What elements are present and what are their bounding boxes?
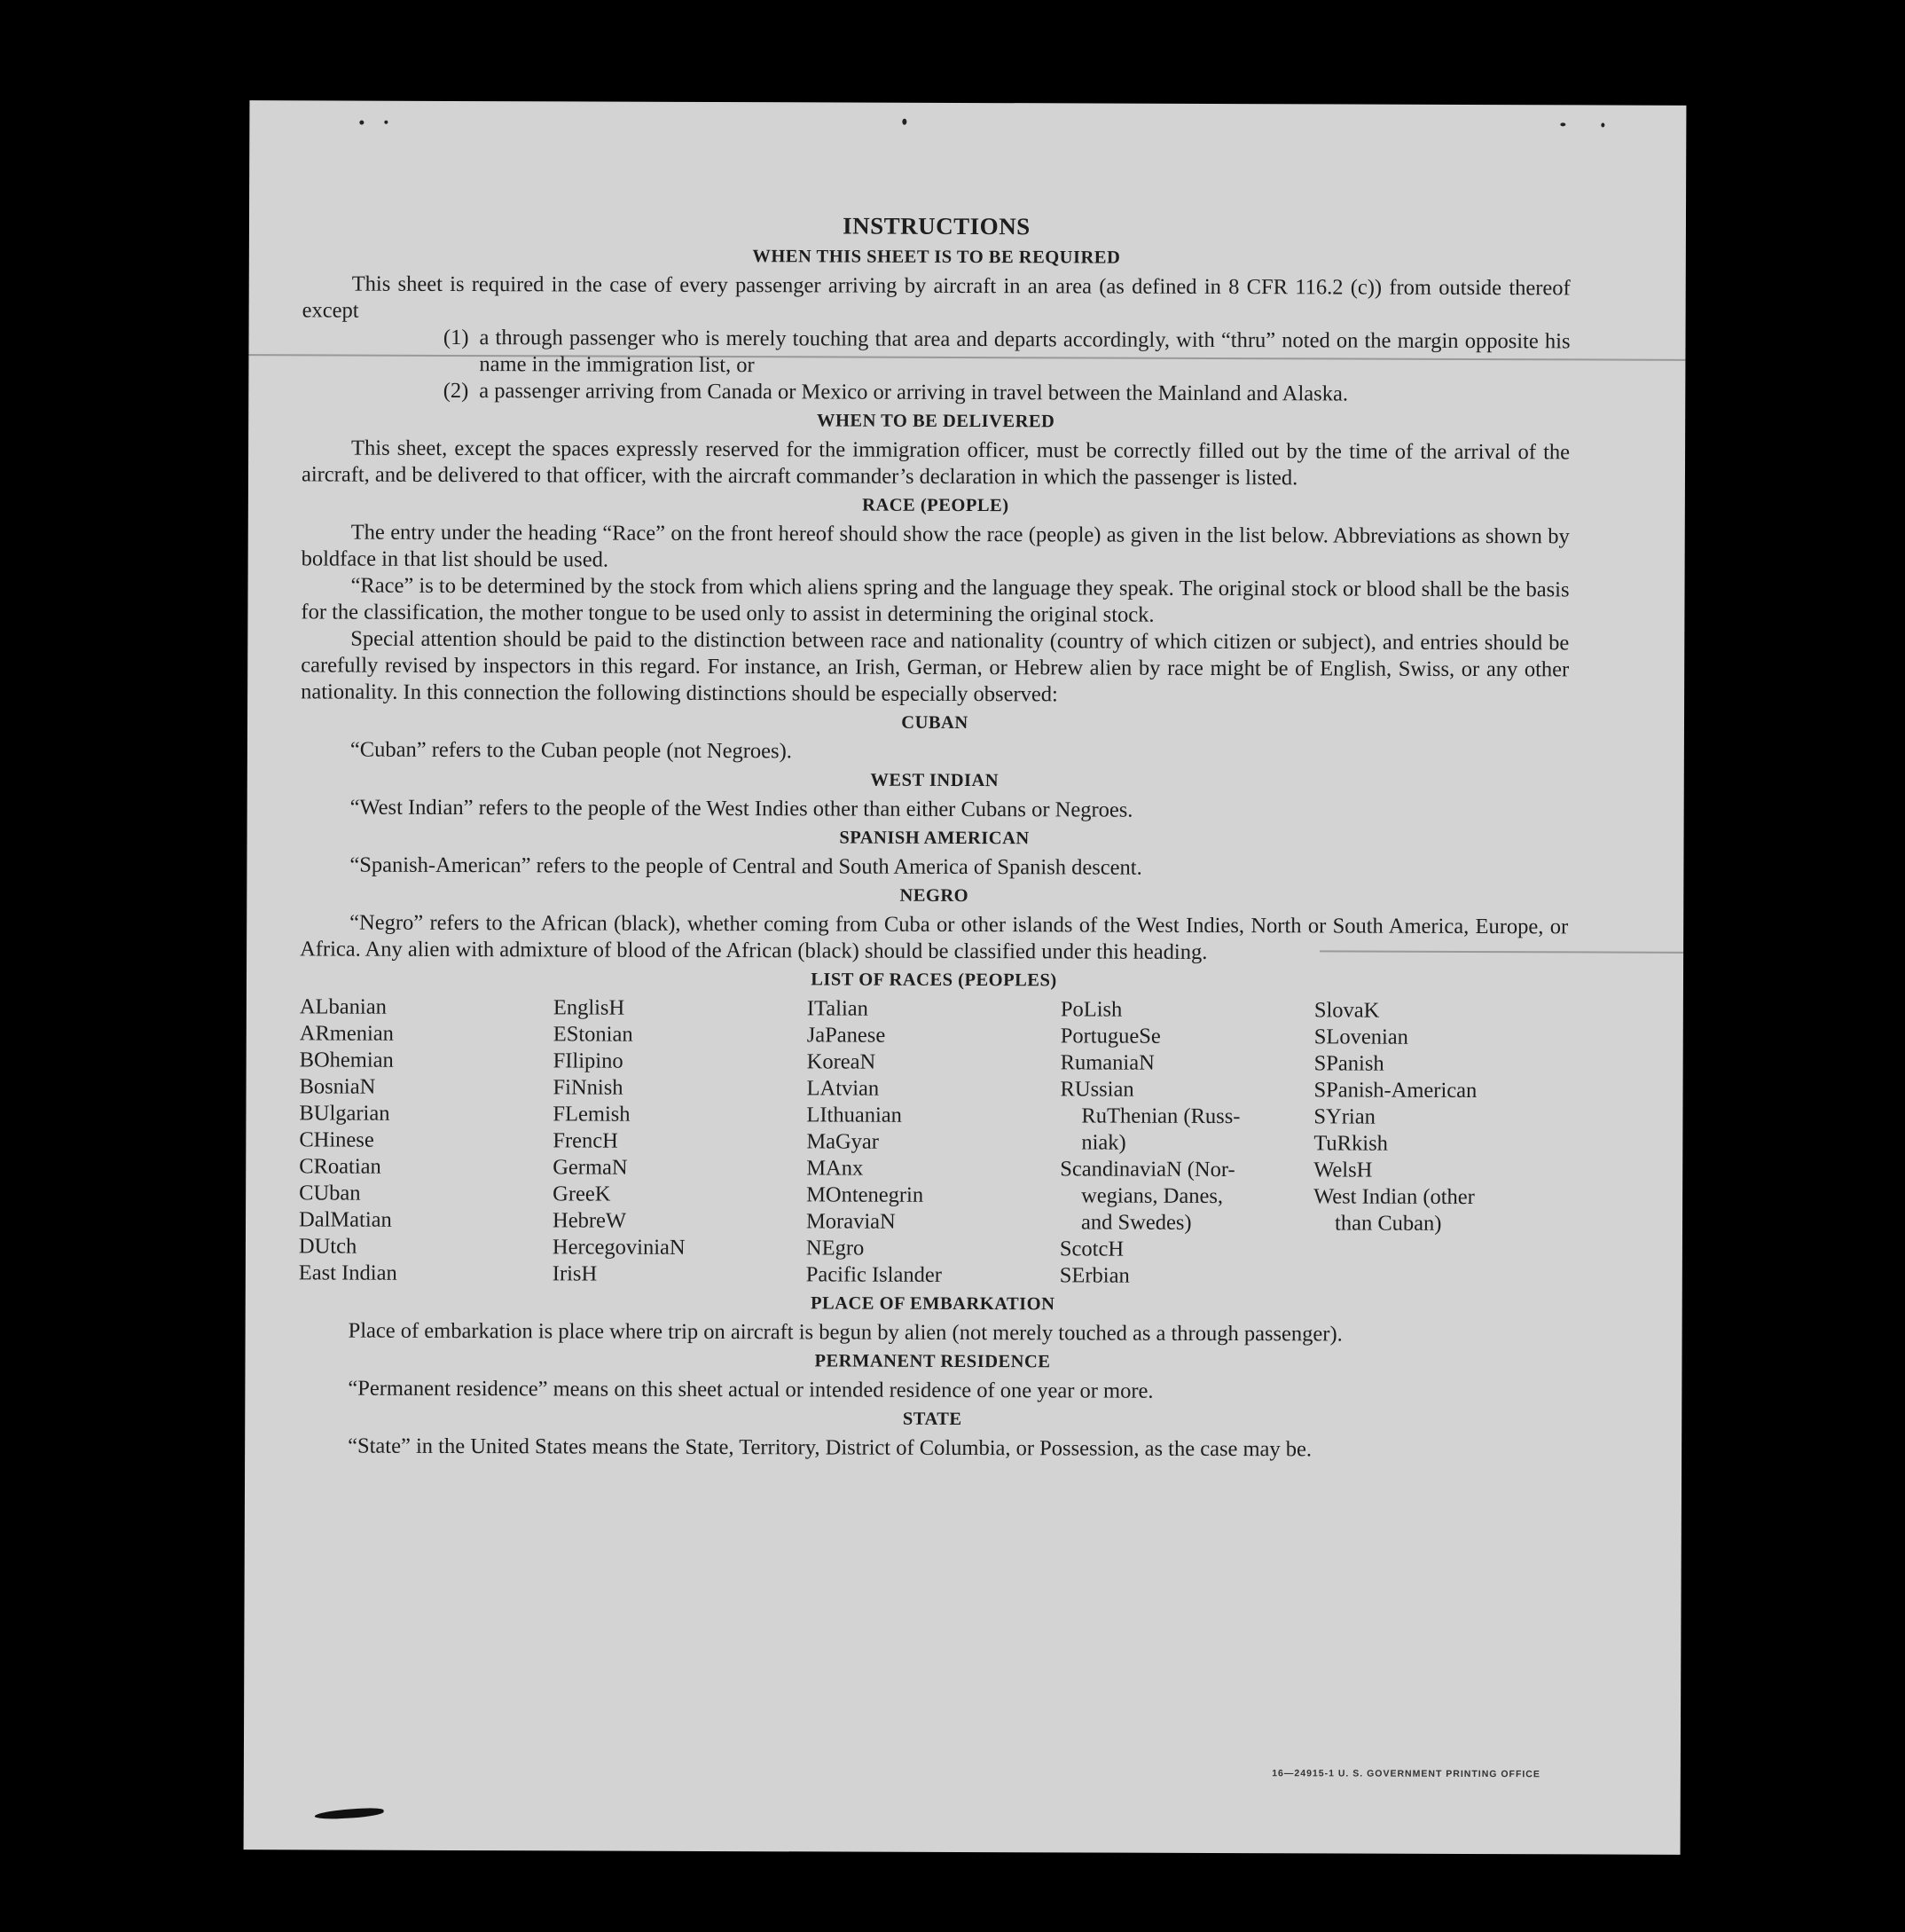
race-entry: SlovaK xyxy=(1313,998,1380,1023)
races-list xyxy=(299,993,1568,1291)
item-text: a passenger arriving from Canada or Mexico or arriving in travel between the Mainland and Alaska. xyxy=(479,379,1349,406)
race-entry: DUtch xyxy=(298,1234,357,1259)
paragraph: The entry under the heading “Race” on the front hereof should show the race (people) as given in the list below. Abbreviations as shown by boldface in that list should be used. xyxy=(301,520,1570,572)
paragraph: “Negro” refers to the African (black), whether coming from Cuba or other islands of the West Indies, North or South America, Europe, or Africa. Any alien with admixture of blood of the African (black) should be classified under this heading. xyxy=(300,910,1569,964)
paragraph: “West Indian” refers to the people of the West Indies other than either Cubans or Negroes. xyxy=(349,795,1133,822)
race-entry: LIthuanian xyxy=(806,1103,903,1127)
race-entry: wegians, Danes, xyxy=(1081,1183,1224,1209)
item-text: a through passenger who is merely touching that area and departs accordingly, with “thru” noted on the margin opposite his name in the immigration list, or xyxy=(479,326,1571,378)
race-entry: BosniaN xyxy=(299,1074,376,1099)
race-entry: CHinese xyxy=(299,1127,374,1152)
race-entry: MAnx xyxy=(806,1156,864,1181)
race-entry: MOntenegrin xyxy=(806,1182,924,1207)
race-entry: SLovenian xyxy=(1313,1025,1408,1049)
race-entry: GermaN xyxy=(553,1155,628,1180)
race-entry: West Indian (other xyxy=(1313,1184,1475,1210)
race-entry: BOhemian xyxy=(299,1048,394,1072)
document-sheet xyxy=(244,100,1687,1855)
race-entry: DalMatian xyxy=(298,1207,392,1232)
section-heading: STATE xyxy=(902,1409,962,1429)
race-entry: MoraviaN xyxy=(805,1209,896,1234)
races-column xyxy=(553,994,807,1288)
speck xyxy=(1560,122,1565,126)
paragraph: Place of embarkation is place where trip on aircraft is begun by alien (not merely touched as a through passenger). xyxy=(348,1318,1343,1347)
section-heading: PLACE OF EMBARKATION xyxy=(810,1293,1055,1315)
race-entry: niak) xyxy=(1081,1130,1126,1155)
race-entry: CRoatian xyxy=(299,1154,381,1179)
race-entry: ITalian xyxy=(806,996,868,1021)
race-entry: HebreW xyxy=(552,1208,627,1233)
section-heading: CUBAN xyxy=(901,712,968,734)
race-entry: FiNnish xyxy=(553,1075,623,1100)
paragraph: This sheet is required in the case of every passenger arriving by aircraft in an area (as defined in 8 CFR 116.2 (c)) from outside thereof except xyxy=(302,271,1571,323)
races-column xyxy=(806,995,1061,1289)
race-entry: Pacific Islander xyxy=(805,1262,942,1287)
race-entry: FLemish xyxy=(553,1102,631,1127)
race-entry: than Cuban) xyxy=(1334,1211,1442,1236)
race-entry: SYrian xyxy=(1313,1104,1376,1129)
speck xyxy=(384,121,388,124)
race-entry: SErbian xyxy=(1059,1263,1130,1288)
race-entry: MaGyar xyxy=(806,1129,880,1154)
race-entry: ScotcH xyxy=(1059,1237,1125,1261)
race-entry: ScandinaviaN (Nor- xyxy=(1060,1157,1235,1182)
races-column xyxy=(1313,997,1568,1291)
race-entry: HercegoviniaN xyxy=(552,1235,686,1260)
race-entry: PortugueSe xyxy=(1060,1024,1161,1048)
speck xyxy=(359,121,364,125)
printing-office-code: 16—24915-1 U. S. GOVERNMENT PRINTING OFFICE xyxy=(1272,1768,1540,1780)
race-entry: BUlgarian xyxy=(299,1101,390,1126)
race-entry: FIlipino xyxy=(553,1048,623,1073)
race-entry: SPanish xyxy=(1313,1051,1384,1076)
item-number: (1) xyxy=(443,325,469,350)
paragraph: “Cuban” refers to the Cuban people (not Negroes). xyxy=(349,737,792,764)
ink-smudge xyxy=(314,1807,383,1820)
paragraph: “State” in the United States means the State, Territory, District of Columbia, or Possession, as the case may be. xyxy=(348,1433,1313,1462)
race-entry: WelsH xyxy=(1313,1158,1373,1182)
race-entry: JaPanese xyxy=(806,1023,886,1048)
section-heading: RACE (PEOPLE) xyxy=(862,495,1009,516)
paragraph: “Permanent residence” means on this sheet actual or intended residence of one year or more. xyxy=(348,1376,1154,1403)
race-entry: and Swedes) xyxy=(1080,1210,1192,1235)
race-entry: FrencH xyxy=(553,1128,618,1153)
race-entry: SPanish-American xyxy=(1313,1078,1478,1103)
race-entry: IrisH xyxy=(552,1261,598,1286)
race-entry: NEgro xyxy=(805,1236,865,1261)
race-entry: GreeK xyxy=(553,1182,611,1206)
item-number: (2) xyxy=(443,378,469,404)
document-title: INSTRUCTIONS xyxy=(843,212,1031,240)
section-heading: WEST INDIAN xyxy=(870,770,1000,791)
race-entry: LAtvian xyxy=(806,1076,880,1101)
paragraph: This sheet, except the spaces expressly reserved for the immigration officer, must be correctly filled out by the time of the arrival of the aircraft, and be delivered to that officer, with the aircraft commander’s declaration in which the passenger is listed. xyxy=(301,436,1571,491)
paragraph: Special attention should be paid to the distinction between race and nationality (country of which citizen or subject), and entries should be carefully revised by inspectors in this regard. For instance, an Irish, German, or Hebrew alien by race might be of English, Swiss, or any other nationality. In this connection the following distinctions should be especially observed: xyxy=(301,626,1570,707)
race-entry: RUssian xyxy=(1060,1077,1134,1102)
section-heading: WHEN THIS SHEET IS TO BE REQUIRED xyxy=(752,247,1121,268)
race-entry: RumaniaN xyxy=(1060,1050,1155,1075)
section-heading: SPANISH AMERICAN xyxy=(839,828,1030,849)
race-entry: TuRkish xyxy=(1313,1131,1388,1156)
section-heading: LIST OF RACES (PEOPLES) xyxy=(811,970,1057,991)
speck xyxy=(902,119,906,125)
race-entry: KoreaN xyxy=(806,1049,876,1074)
section-heading: PERMANENT RESIDENCE xyxy=(814,1351,1051,1372)
race-entry: ARmenian xyxy=(299,1021,394,1046)
race-entry: RuThenian (Russ- xyxy=(1081,1103,1241,1129)
instructions-content xyxy=(298,210,1571,1464)
paragraph: “Spanish-American” refers to the people of Central and South America of Spanish descent. xyxy=(349,852,1142,880)
race-entry: EStonian xyxy=(553,1022,633,1047)
list-item xyxy=(302,324,1570,381)
race-entry: PoLish xyxy=(1060,997,1123,1022)
race-entry: East Indian xyxy=(298,1261,397,1285)
section-heading: NEGRO xyxy=(899,885,969,907)
race-entry: EnglisH xyxy=(553,995,625,1020)
race-entry: CUban xyxy=(299,1181,361,1206)
section-heading: WHEN TO BE DELIVERED xyxy=(816,411,1055,432)
races-column xyxy=(1060,996,1314,1290)
races-column xyxy=(299,993,553,1287)
list-item xyxy=(302,377,1570,408)
race-entry: ALbanian xyxy=(299,994,387,1019)
speck xyxy=(1601,122,1604,127)
paragraph: “Race” is to be determined by the stock from which aliens spring and the language they speak. The original stock or blood shall be the basis for the classification, the mother tongue to be used only to assist in determining the original stock. xyxy=(301,573,1570,627)
